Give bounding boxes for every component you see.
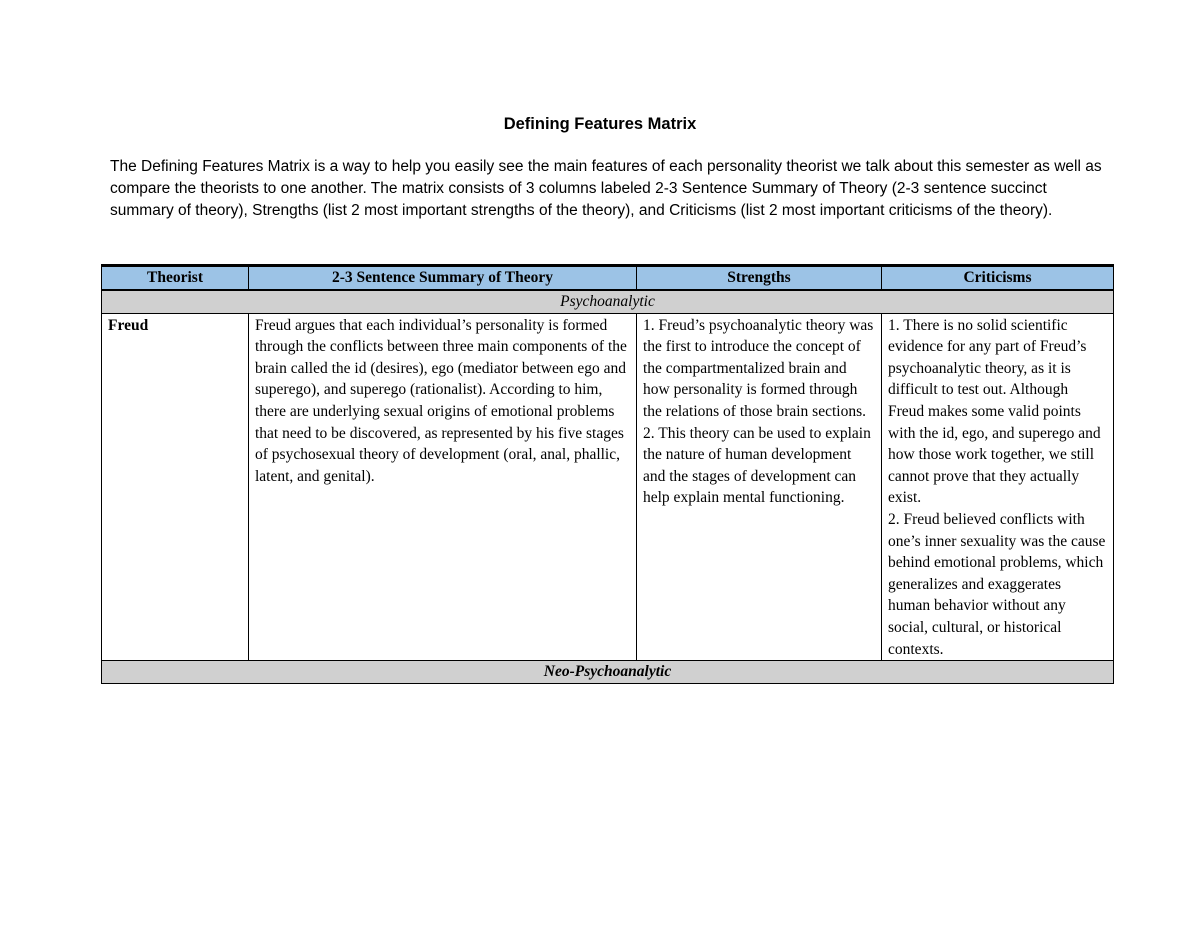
table-row — [102, 313, 1114, 661]
header-strengths: Strengths — [637, 266, 882, 291]
section-row-neo-psychoanalytic — [102, 661, 1114, 684]
defining-features-table — [101, 264, 1114, 684]
section-row-psychoanalytic — [102, 290, 1114, 313]
intro-text: The Defining Features Matrix is a way to help you easily see the main features of each personality theorist we talk about this semester as well as compare the theorists to one another. The matrix consists of 3 columns labeled 2-3 Sentence Summary of Theory (2-3 sentence succinct summary of theory), Strengths (list 2 most important strengths of the theory), and Criticisms (list 2 most important criticisms of the theory). — [110, 158, 1102, 219]
strengths-cell: 1. Freud’s psychoanalytic theory was the first to introduce the concept of the compartmentalized brain and how personality is formed through the relations of those brain sections. 2. This theory can be used to explain the nature of human development and the stages of development can help explain mental functioning. — [637, 313, 882, 661]
header-criticisms: Criticisms — [882, 266, 1114, 291]
page-title: Defining Features Matrix — [503, 115, 697, 133]
header-summary: 2-3 Sentence Summary of Theory — [249, 266, 637, 291]
section-label-neo-psychoanalytic: Neo-Psychoanalytic — [102, 661, 1114, 684]
header-row — [102, 266, 1114, 291]
theorist-name: Freud — [102, 313, 249, 661]
intro-paragraph — [110, 156, 1110, 222]
criticisms-cell: 1. There is no solid scientific evidence for any part of Freud’s psychoanalytic theory, as it is difficult to test out. Although Freud makes some valid points with the id, ego, and superego and how those work together, we still cannot prove that they actually exist. 2. Freud believed conflicts with one’s inner sexuality was the cause behind emotional problems, which generalizes and exaggerates human behavior without any social, cultural, or historical contexts. — [882, 313, 1114, 661]
header-theorist: Theorist — [102, 266, 249, 291]
section-label-psychoanalytic: Psychoanalytic — [102, 290, 1114, 313]
summary-cell: Freud argues that each individual’s personality is formed through the conflicts between three main components of the brain called the id (desires), ego (mediator between ego and superego), and superego (rationalist). According to him, there are underlying sexual origins of emotional problems that need to be discovered, as represented by his five stages of psychosexual theory of development (oral, anal, phallic, latent, and genital). — [249, 313, 637, 661]
